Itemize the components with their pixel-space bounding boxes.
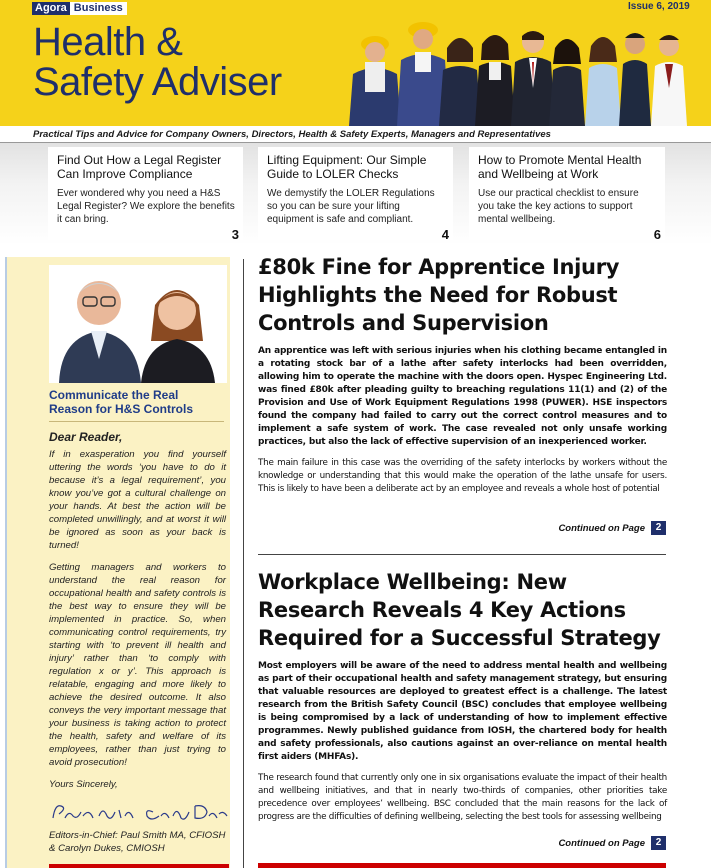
letter-paragraph: Getting managers and workers to understand the real reason for occupational health and safety controls is the best way to ensure they will be implemented in practice. So, when communicating control requirements, try starting with ‘to prevent ill health and injury’ rather than ‘to comply with regulation x or y’. This approach is relatable, engaging and more likely to achieve the desired outcome. It also conveys the very important message that your business is taking action to protect the health, safety and welfare of its employees, rather than just trying to avoid prosecution! — [49, 562, 226, 768]
editors-credit-line: Editors-in-Chief: Paul Smith MA, CFIOSH — [49, 830, 226, 841]
publisher-logo — [32, 2, 127, 15]
masthead — [0, 0, 711, 126]
article-body: The research found that currently only one in six organisations evaluate the impact of their health and wellbeing initiatives, and that in nearly two-thirds of companies, other priorities take precedence over employees’ wellbeing. BSC concluded that the main reasons for the lack of progress are the difficulties of defining wellbeing, selecting the best tools for assessing wellbeing — [258, 773, 667, 822]
sign-off: Yours Sincerely, — [49, 779, 118, 790]
teaser-title: How to Promote Mental Health and Wellbeing at Work — [478, 153, 642, 181]
editors-credit-line: & Carolyn Dukes, CMIOSH — [49, 843, 165, 854]
teaser-title: Find Out How a Legal Register Can Improve Compliance — [57, 153, 222, 181]
article-workplace-wellbeing — [258, 568, 667, 824]
teaser-page-number: 3 — [231, 227, 239, 242]
article-body: The main failure in this case was the overriding of the safety interlocks by workers without the knowledge or understanding that this would make the operation of the lathe unsafe for users. This is likely to have been a deliberate act by an employee and reveals a whole host of potential — [258, 458, 667, 494]
continued-label: Continued on Page — [558, 837, 645, 849]
continued-page-number: 2 — [651, 521, 666, 535]
article-headline: Workplace Wellbeing: New Research Reveals 4 Key Actions Required for a Successful Strategy — [258, 570, 661, 650]
letter-paragraph: If in exasperation you find yourself uttering the words ‘you have to do it because it’s a legal requirement’, you know you’ve got a cultural challenge on your hands. At best the action will be completed unwillingly, and at worst it will be ignored as soon as your back is turned! — [49, 449, 226, 551]
column-divider — [243, 259, 244, 868]
issue-number: Issue 6, 2019 — [628, 1, 690, 12]
editors-signatures — [49, 798, 229, 826]
divider — [258, 554, 666, 555]
editors-credit — [49, 829, 229, 855]
teaser-text: We demystify the LOLER Regulations so you can be sure your lifting equipment is safe and compliant. — [267, 188, 435, 225]
article-lede: Most employers will be aware of the need to address mental health and wellbeing as part of their occupational health and safety management strategy, but ensuring that valuable resources are deployed to greatest effect is a challenge. The latest research from the British Safety Council (BSC) concludes that employee wellbeing is being compromised by a lack of understanding of how to implement effective programmes. Newly published guidance from IOSH, the chartered body for health and safety professionals, also cautions against an over-reliance on mental health first aiders (MHFAs). — [258, 661, 667, 762]
teaser-page-number: 6 — [653, 227, 661, 242]
workers-group-illustration — [335, 18, 690, 126]
title-line-1: Health & — [33, 20, 183, 64]
continued-on-page-link[interactable] — [258, 836, 666, 850]
brand-agora: Agora — [32, 2, 70, 15]
teaser-page-number: 4 — [441, 227, 449, 242]
continued-page-number: 2 — [651, 836, 666, 850]
article-apprentice-injury — [258, 253, 667, 496]
title-line-2: Safety Adviser — [33, 60, 282, 104]
continued-label: Continued on Page — [558, 522, 645, 534]
article-headline: £80k Fine for Apprentice Injury Highlights the Need for Robust Controls and Supervision — [258, 255, 620, 335]
teaser-text: Use our practical checklist to ensure you take the key actions to support mental wellbeing. — [478, 188, 639, 225]
red-accent-bar — [258, 863, 666, 868]
continued-on-page-link[interactable] — [258, 521, 666, 535]
editors-letter-sidebar — [5, 257, 230, 868]
letter-greeting: Dear Reader, — [49, 430, 123, 444]
newsletter-title — [33, 22, 282, 102]
divider — [49, 421, 224, 422]
sidebar-heading: Communicate the Real Reason for H&S Controls — [49, 388, 194, 416]
tagline: Practical Tips and Advice for Company Owners, Directors, Health & Safety Experts, Managers and Representatives — [0, 126, 711, 143]
teaser-strip — [0, 143, 711, 245]
editors-letter — [49, 430, 226, 778]
editors-photo — [49, 265, 227, 383]
teaser-card[interactable] — [469, 147, 665, 240]
teaser-card[interactable] — [48, 147, 243, 240]
red-accent-bar — [49, 864, 229, 868]
teaser-card[interactable] — [258, 147, 453, 240]
teaser-text: Ever wondered why you need a H&S Legal Register? We explore the benefits it can bring. — [57, 188, 235, 225]
teaser-title: Lifting Equipment: Our Simple Guide to LOLER Checks — [267, 153, 427, 181]
article-lede: An apprentice was left with serious injuries when his clothing became entangled in a rotating stock bar of a lathe after safety interlocks had been overridden, allowing him to operate the machine with the doors open. Hyspec Engineering Ltd. was fined £80k after pleading guilty to breaching regulations 11(1) and (2) of the Provision and Use of Work Equipment Regulations 1998 (PUWER). HSE inspectors found the company had failed to carry out the correct control measures and to implement a safe system of work. The case revealed not only unsafe working practices, but also the lack of effective supervision of an inexperienced worker. — [258, 346, 667, 447]
brand-business: Business — [70, 2, 127, 15]
